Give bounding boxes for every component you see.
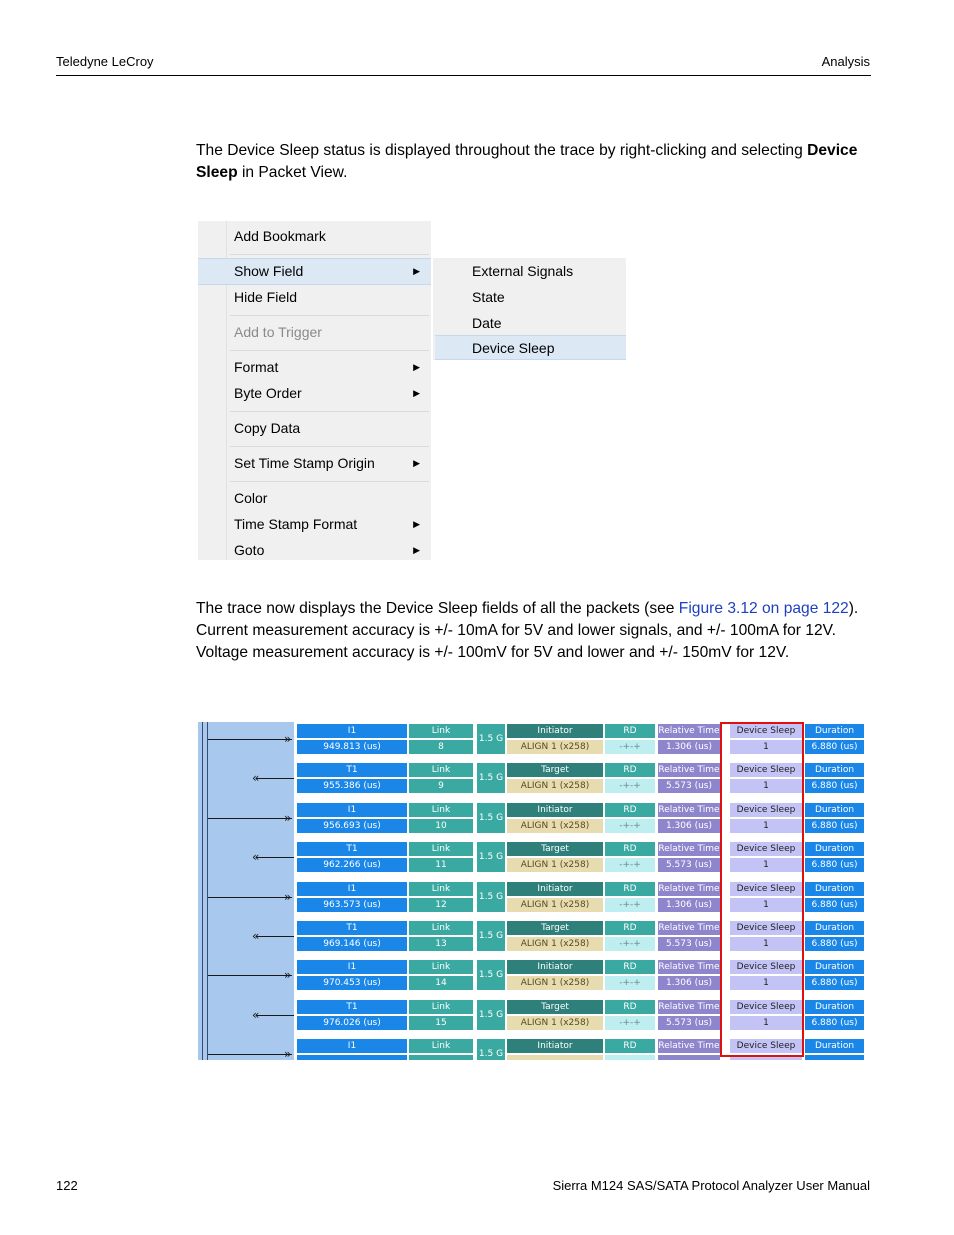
primitive-cell[interactable] bbox=[506, 1054, 604, 1060]
link-number-cell[interactable]: 9 bbox=[408, 778, 474, 794]
relative-time-cell[interactable]: 5.573 (us) bbox=[657, 857, 721, 873]
device-sleep-header-cell[interactable]: Device Sleep bbox=[729, 1038, 803, 1054]
arrow-right-icon: » bbox=[284, 1047, 292, 1060]
relative-time-header-cell[interactable]: Relative Time bbox=[657, 762, 721, 778]
duration-header-cell[interactable]: Duration bbox=[804, 762, 865, 778]
submenu-arrow-icon: ▶ bbox=[413, 458, 420, 468]
relative-time-cell[interactable] bbox=[657, 1054, 721, 1060]
menu-item-format-label: Format bbox=[234, 359, 279, 375]
speed-cell[interactable]: 1.5 G bbox=[476, 802, 506, 834]
link-header-cell[interactable]: Link bbox=[408, 841, 474, 857]
timestamp-cell[interactable]: 963.573 (us) bbox=[296, 897, 408, 913]
rd-header-cell[interactable]: RD bbox=[604, 959, 656, 975]
rd-value-cell[interactable]: -+-+ bbox=[604, 857, 656, 873]
arrow-left-icon: « bbox=[252, 929, 260, 943]
packet-trace-view bbox=[198, 722, 865, 1060]
packet-direction-line bbox=[208, 818, 292, 819]
link-number-cell[interactable]: 11 bbox=[408, 857, 474, 873]
rd-value-cell[interactable] bbox=[604, 1054, 656, 1060]
para1-text-a: The Device Sleep status is displayed throughout the trace by right-clicking and selecting bbox=[196, 142, 808, 159]
running-header-section: Analysis bbox=[821, 54, 870, 69]
port-header-cell[interactable]: I1 bbox=[296, 959, 408, 975]
duration-cell[interactable]: 6.880 (us) bbox=[804, 778, 865, 794]
menu-item-time-stamp-format[interactable] bbox=[234, 513, 426, 535]
arrow-right-icon: » bbox=[284, 890, 292, 904]
role-header-cell[interactable]: Initiator bbox=[506, 1038, 604, 1054]
link-header-cell[interactable]: Link bbox=[408, 959, 474, 975]
packet-direction-line bbox=[256, 857, 294, 858]
rd-value-cell[interactable]: -+-+ bbox=[604, 1015, 656, 1031]
speed-cell[interactable]: 1.5 G bbox=[476, 959, 506, 991]
menu-separator bbox=[230, 350, 429, 351]
arrow-right-icon: » bbox=[284, 732, 292, 746]
menu-item-goto[interactable] bbox=[234, 539, 426, 561]
packet-direction-line bbox=[208, 975, 292, 976]
link-header-cell[interactable]: Link bbox=[408, 1038, 474, 1054]
packet-direction-line bbox=[208, 1054, 292, 1055]
primitive-cell[interactable]: ALIGN 1 (x258) bbox=[506, 818, 604, 834]
rd-header-cell[interactable]: RD bbox=[604, 802, 656, 818]
primitive-cell[interactable]: ALIGN 1 (x258) bbox=[506, 778, 604, 794]
packet-direction-line bbox=[208, 739, 292, 740]
submenu-arrow-icon: ▶ bbox=[413, 362, 420, 372]
timestamp-cell[interactable]: 976.026 (us) bbox=[296, 1015, 408, 1031]
submenu-item-state[interactable]: State bbox=[472, 289, 505, 305]
port-header-cell[interactable]: T1 bbox=[296, 999, 408, 1015]
submenu-arrow-icon: ▶ bbox=[413, 388, 420, 398]
relative-time-cell[interactable]: 1.306 (us) bbox=[657, 897, 721, 913]
device-sleep-header-cell[interactable]: Device Sleep bbox=[729, 959, 803, 975]
packet-direction-line bbox=[256, 778, 294, 779]
relative-time-cell[interactable]: 1.306 (us) bbox=[657, 975, 721, 991]
menu-separator bbox=[230, 446, 429, 447]
link-number-cell[interactable] bbox=[408, 1054, 474, 1060]
device-sleep-header-cell[interactable]: Device Sleep bbox=[729, 999, 803, 1015]
header-rule bbox=[56, 75, 871, 76]
role-header-cell[interactable]: Target bbox=[506, 841, 604, 857]
page-number: 122 bbox=[56, 1178, 78, 1193]
rd-value-cell[interactable]: -+-+ bbox=[604, 778, 656, 794]
timestamp-cell[interactable]: 970.453 (us) bbox=[296, 975, 408, 991]
relative-time-header-cell[interactable]: Relative Time bbox=[657, 920, 721, 936]
role-header-cell[interactable]: Initiator bbox=[506, 881, 604, 897]
link-number-cell[interactable]: 10 bbox=[408, 818, 474, 834]
relative-time-header-cell[interactable]: Relative Time bbox=[657, 841, 721, 857]
role-header-cell[interactable]: Target bbox=[506, 762, 604, 778]
relative-time-header-cell[interactable]: Relative Time bbox=[657, 802, 721, 818]
device-sleep-header-cell[interactable]: Device Sleep bbox=[729, 762, 803, 778]
menu-item-byte-order[interactable] bbox=[234, 382, 426, 404]
timestamp-cell[interactable]: 949.813 (us) bbox=[296, 739, 408, 755]
link-header-cell[interactable]: Link bbox=[408, 920, 474, 936]
device-sleep-value-cell[interactable] bbox=[729, 1054, 803, 1060]
duration-header-cell[interactable]: Duration bbox=[804, 959, 865, 975]
timestamp-cell[interactable]: 956.693 (us) bbox=[296, 818, 408, 834]
duration-header-cell[interactable]: Duration bbox=[804, 920, 865, 936]
device-sleep-value-cell[interactable]: 1 bbox=[729, 975, 803, 991]
speed-cell[interactable]: 1.5 G bbox=[476, 841, 506, 873]
relative-time-header-cell[interactable]: Relative Time bbox=[657, 999, 721, 1015]
duration-cell[interactable]: 6.880 (us) bbox=[804, 936, 865, 952]
port-header-cell[interactable]: T1 bbox=[296, 920, 408, 936]
speed-cell[interactable]: 1.5 G bbox=[476, 1038, 506, 1060]
rd-header-cell[interactable]: RD bbox=[604, 999, 656, 1015]
role-header-cell[interactable]: Target bbox=[506, 999, 604, 1015]
trace-lane-line bbox=[202, 722, 203, 1060]
rd-header-cell[interactable]: RD bbox=[604, 1038, 656, 1054]
arrow-left-icon: « bbox=[252, 771, 260, 785]
rd-header-cell[interactable]: RD bbox=[604, 841, 656, 857]
duration-header-cell[interactable]: Duration bbox=[804, 841, 865, 857]
primitive-cell[interactable]: ALIGN 1 (x258) bbox=[506, 936, 604, 952]
menu-separator bbox=[230, 254, 429, 255]
para1-text-b: in Packet View. bbox=[237, 164, 348, 181]
link-number-cell[interactable]: 15 bbox=[408, 1015, 474, 1031]
timestamp-cell[interactable]: 962.266 (us) bbox=[296, 857, 408, 873]
arrow-left-icon: « bbox=[252, 1008, 260, 1022]
rd-header-cell[interactable]: RD bbox=[604, 762, 656, 778]
device-sleep-header-cell[interactable]: Device Sleep bbox=[729, 841, 803, 857]
speed-cell[interactable]: 1.5 G bbox=[476, 881, 506, 913]
submenu-item-external-signals[interactable]: External Signals bbox=[472, 263, 574, 279]
duration-cell[interactable] bbox=[804, 1054, 865, 1060]
device-sleep-header-cell[interactable]: Device Sleep bbox=[729, 802, 803, 818]
show-field-submenu bbox=[433, 258, 626, 360]
menu-item-show-field-label: Show Field bbox=[234, 263, 304, 279]
rd-value-cell[interactable]: -+-+ bbox=[604, 897, 656, 913]
link-number-cell[interactable]: 14 bbox=[408, 975, 474, 991]
duration-cell[interactable]: 6.880 (us) bbox=[804, 1015, 865, 1031]
arrow-left-icon: « bbox=[252, 850, 260, 864]
packet-direction-line bbox=[256, 936, 294, 937]
para1-bold-term: Device Sleep bbox=[196, 142, 858, 181]
relative-time-header-cell[interactable]: Relative Time bbox=[657, 959, 721, 975]
relative-time-cell[interactable]: 1.306 (us) bbox=[657, 739, 721, 755]
menu-item-show-field[interactable] bbox=[234, 260, 426, 282]
menu-item-color[interactable]: Color bbox=[234, 490, 268, 506]
rd-value-cell[interactable]: -+-+ bbox=[604, 818, 656, 834]
duration-header-cell[interactable]: Duration bbox=[804, 999, 865, 1015]
link-number-cell[interactable]: 13 bbox=[408, 936, 474, 952]
link-number-cell[interactable]: 12 bbox=[408, 897, 474, 913]
link-header-cell[interactable]: Link bbox=[408, 999, 474, 1015]
link-header-cell[interactable]: Link bbox=[408, 802, 474, 818]
trace-lane bbox=[198, 722, 294, 1060]
rd-value-cell[interactable]: -+-+ bbox=[604, 936, 656, 952]
duration-header-cell[interactable]: Duration bbox=[804, 723, 865, 739]
device-sleep-value-cell[interactable]: 1 bbox=[729, 739, 803, 755]
port-header-cell[interactable]: T1 bbox=[296, 762, 408, 778]
device-sleep-value-cell[interactable]: 1 bbox=[729, 778, 803, 794]
para2-text-a: The trace now displays the Device Sleep fields of all the packets (see bbox=[196, 600, 679, 617]
rd-value-cell[interactable]: -+-+ bbox=[604, 739, 656, 755]
submenu-arrow-icon: ▶ bbox=[413, 545, 420, 555]
rd-value-cell[interactable]: -+-+ bbox=[604, 975, 656, 991]
primitive-cell[interactable]: ALIGN 1 (x258) bbox=[506, 897, 604, 913]
primitive-cell[interactable]: ALIGN 1 (x258) bbox=[506, 739, 604, 755]
menu-item-copy-data[interactable]: Copy Data bbox=[234, 420, 301, 436]
menu-separator bbox=[230, 481, 429, 482]
figure-reference-link[interactable]: Figure 3.12 on page 122 bbox=[678, 600, 849, 617]
timestamp-cell[interactable]: 955.386 (us) bbox=[296, 778, 408, 794]
menu-item-set-time-stamp-origin-label: Set Time Stamp Origin bbox=[234, 455, 375, 471]
duration-cell[interactable]: 6.880 (us) bbox=[804, 975, 865, 991]
port-header-cell[interactable]: I1 bbox=[296, 723, 408, 739]
device-sleep-value-cell[interactable]: 1 bbox=[729, 936, 803, 952]
context-menu bbox=[198, 221, 431, 560]
rd-header-cell[interactable]: RD bbox=[604, 881, 656, 897]
port-header-cell[interactable]: I1 bbox=[296, 1038, 408, 1054]
device-sleep-value-cell[interactable]: 1 bbox=[729, 897, 803, 913]
arrow-right-icon: » bbox=[284, 811, 292, 825]
duration-header-cell[interactable]: Duration bbox=[804, 802, 865, 818]
speed-cell[interactable]: 1.5 G bbox=[476, 762, 506, 794]
timestamp-cell[interactable] bbox=[296, 1054, 408, 1060]
primitive-cell[interactable]: ALIGN 1 (x258) bbox=[506, 1015, 604, 1031]
role-header-cell[interactable]: Initiator bbox=[506, 802, 604, 818]
packet-direction-line bbox=[208, 897, 292, 898]
device-sleep-header-cell[interactable]: Device Sleep bbox=[729, 920, 803, 936]
duration-cell[interactable]: 6.880 (us) bbox=[804, 739, 865, 755]
relative-time-cell[interactable]: 1.306 (us) bbox=[657, 818, 721, 834]
role-header-cell[interactable]: Target bbox=[506, 920, 604, 936]
duration-header-cell[interactable]: Duration bbox=[804, 881, 865, 897]
menu-item-format[interactable] bbox=[234, 356, 426, 378]
port-header-cell[interactable]: I1 bbox=[296, 802, 408, 818]
menu-item-goto-label: Goto bbox=[234, 542, 265, 558]
packet-direction-line bbox=[256, 1015, 294, 1016]
trace-lane-line bbox=[207, 722, 208, 1060]
submenu-arrow-icon: ▶ bbox=[413, 519, 420, 529]
menu-item-time-stamp-format-label: Time Stamp Format bbox=[234, 516, 358, 532]
speed-cell[interactable]: 1.5 G bbox=[476, 723, 506, 755]
link-header-cell[interactable]: Link bbox=[408, 723, 474, 739]
menu-item-add-bookmark[interactable]: Add Bookmark bbox=[234, 228, 326, 244]
paragraph-device-sleep-intro bbox=[196, 140, 866, 184]
timestamp-cell[interactable]: 969.146 (us) bbox=[296, 936, 408, 952]
para2-text-b: ). Current measurement accuracy is +/- 10mA for 5V and lower signals, and +/- 100mA for 12V. Voltage measurement accuracy is +/- 100mV for 5V and lower and +/- 150mV for 12V. bbox=[196, 600, 859, 661]
speed-cell[interactable]: 1.5 G bbox=[476, 920, 506, 952]
relative-time-cell[interactable]: 5.573 (us) bbox=[657, 1015, 721, 1031]
submenu-item-device-sleep[interactable]: Device Sleep bbox=[472, 340, 555, 356]
menu-item-hide-field[interactable]: Hide Field bbox=[234, 289, 298, 305]
relative-time-cell[interactable]: 5.573 (us) bbox=[657, 778, 721, 794]
submenu-item-date[interactable]: Date bbox=[472, 315, 502, 331]
device-sleep-value-cell[interactable]: 1 bbox=[729, 857, 803, 873]
link-number-cell[interactable]: 8 bbox=[408, 739, 474, 755]
running-header-company: Teledyne LeCroy bbox=[56, 54, 154, 69]
port-header-cell[interactable]: I1 bbox=[296, 881, 408, 897]
arrow-right-icon: » bbox=[284, 968, 292, 982]
submenu-arrow-icon: ▶ bbox=[413, 266, 420, 276]
relative-time-header-cell[interactable]: Relative Time bbox=[657, 723, 721, 739]
manual-title: Sierra M124 SAS/SATA Protocol Analyzer User Manual bbox=[552, 1178, 870, 1193]
device-sleep-value-cell[interactable]: 1 bbox=[729, 818, 803, 834]
menu-item-add-to-trigger: Add to Trigger bbox=[234, 324, 322, 340]
paragraph-trace-accuracy bbox=[196, 598, 866, 664]
link-header-cell[interactable]: Link bbox=[408, 762, 474, 778]
menu-separator bbox=[230, 315, 429, 316]
duration-cell[interactable]: 6.880 (us) bbox=[804, 857, 865, 873]
device-sleep-header-cell[interactable]: Device Sleep bbox=[729, 723, 803, 739]
menu-separator bbox=[230, 411, 429, 412]
relative-time-header-cell[interactable]: Relative Time bbox=[657, 881, 721, 897]
relative-time-header-cell[interactable]: Relative Time bbox=[657, 1038, 721, 1054]
relative-time-cell[interactable]: 5.573 (us) bbox=[657, 936, 721, 952]
menu-item-byte-order-label: Byte Order bbox=[234, 385, 302, 401]
menu-item-set-time-stamp-origin[interactable] bbox=[234, 452, 426, 474]
rd-header-cell[interactable]: RD bbox=[604, 723, 656, 739]
duration-header-cell[interactable]: Duration bbox=[804, 1038, 865, 1054]
role-header-cell[interactable]: Initiator bbox=[506, 723, 604, 739]
device-sleep-value-cell[interactable]: 1 bbox=[729, 1015, 803, 1031]
port-header-cell[interactable]: T1 bbox=[296, 841, 408, 857]
role-header-cell[interactable]: Initiator bbox=[506, 959, 604, 975]
rd-header-cell[interactable]: RD bbox=[604, 920, 656, 936]
duration-cell[interactable]: 6.880 (us) bbox=[804, 818, 865, 834]
primitive-cell[interactable]: ALIGN 1 (x258) bbox=[506, 975, 604, 991]
link-header-cell[interactable]: Link bbox=[408, 881, 474, 897]
duration-cell[interactable]: 6.880 (us) bbox=[804, 897, 865, 913]
primitive-cell[interactable]: ALIGN 1 (x258) bbox=[506, 857, 604, 873]
speed-cell[interactable]: 1.5 G bbox=[476, 999, 506, 1031]
device-sleep-header-cell[interactable]: Device Sleep bbox=[729, 881, 803, 897]
